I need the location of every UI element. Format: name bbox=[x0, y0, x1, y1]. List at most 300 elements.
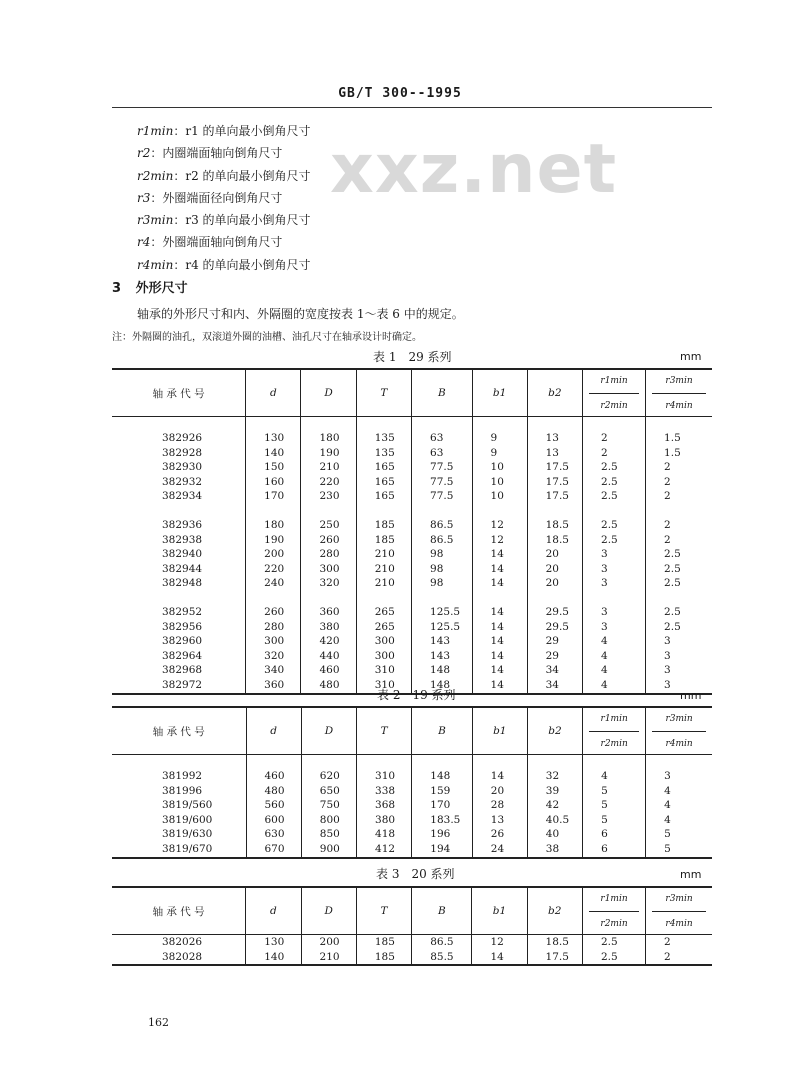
definition-item bbox=[137, 209, 311, 231]
cell-value: 77.5 bbox=[412, 475, 473, 490]
col-r3-r4 bbox=[646, 369, 712, 417]
spacer-cell bbox=[112, 504, 246, 518]
cell-value: 2 bbox=[646, 489, 712, 504]
col-r1-r2 bbox=[582, 887, 645, 935]
cell-value: 6 bbox=[583, 842, 646, 858]
cell-value: 18.5 bbox=[527, 518, 582, 533]
spacer-cell bbox=[527, 591, 582, 605]
table1-caption: 表 1 29 系列 bbox=[373, 350, 452, 364]
cell-value: 900 bbox=[301, 842, 356, 858]
table-row bbox=[112, 663, 712, 678]
table3-unit: mm bbox=[680, 868, 702, 881]
definition-text: ：r4 的单向最小倒角尺寸 bbox=[173, 257, 311, 272]
cell-value: 170 bbox=[412, 798, 472, 813]
spacer-cell bbox=[583, 755, 646, 770]
cell-value: 3 bbox=[583, 562, 646, 577]
cell-value: 5 bbox=[583, 798, 646, 813]
group-spacer bbox=[112, 755, 712, 770]
definition-item bbox=[137, 165, 311, 187]
table-row bbox=[112, 605, 712, 620]
cell-value: 14 bbox=[472, 620, 527, 635]
table-row bbox=[112, 460, 712, 475]
cell-value: 480 bbox=[246, 784, 301, 799]
cell-value: 18.5 bbox=[527, 533, 582, 548]
cell-value: 850 bbox=[301, 827, 356, 842]
col-r_b_top: r3min bbox=[652, 375, 706, 394]
spacer-cell bbox=[356, 504, 411, 518]
cell-value: 200 bbox=[246, 547, 301, 562]
table-row bbox=[112, 533, 712, 548]
table1 bbox=[112, 368, 712, 695]
bearing-code: 382972 bbox=[162, 678, 203, 691]
cell-value: 3 bbox=[583, 547, 646, 562]
cell-value: 3 bbox=[583, 605, 646, 620]
col-r_b_bot: r4min bbox=[665, 918, 693, 929]
cell-value: 6 bbox=[583, 827, 646, 842]
table-row bbox=[112, 431, 712, 446]
body-paragraph: 轴承的外形尺寸和内、外隔圈的宽度按表 1～表 6 中的规定。 bbox=[137, 307, 464, 321]
cell-value: 210 bbox=[356, 576, 411, 591]
cell-value: 40 bbox=[527, 827, 582, 842]
bearing-code: 382952 bbox=[162, 605, 203, 618]
cell-value: 28 bbox=[472, 798, 527, 813]
cell-value: 12 bbox=[472, 518, 527, 533]
definition-item bbox=[137, 142, 311, 164]
bearing-code: 382956 bbox=[162, 620, 203, 633]
cell-value: 250 bbox=[301, 518, 356, 533]
col-r_a_bot: r2min bbox=[600, 738, 628, 749]
cell-value: 165 bbox=[356, 460, 411, 475]
cell-value: 800 bbox=[301, 813, 356, 828]
cell-value: 86.5 bbox=[412, 533, 473, 548]
cell-value: 42 bbox=[527, 798, 582, 813]
bearing-code: 382944 bbox=[162, 562, 203, 575]
spacer-cell bbox=[583, 504, 646, 518]
bearing-code: 382930 bbox=[162, 461, 203, 474]
definition-item bbox=[137, 187, 311, 209]
cell-value: 2 bbox=[646, 950, 712, 966]
col-r3-r4 bbox=[646, 887, 712, 935]
spacer-cell bbox=[472, 504, 527, 518]
page-number: 162 bbox=[148, 1016, 169, 1029]
table-row bbox=[112, 649, 712, 664]
cell-value: 135 bbox=[356, 431, 411, 446]
cell-value: 310 bbox=[357, 769, 412, 784]
cell-value: 1.5 bbox=[646, 431, 712, 446]
cell-value: 130 bbox=[246, 431, 301, 446]
spacer-cell bbox=[583, 417, 646, 432]
cell-value: 600 bbox=[246, 813, 301, 828]
definition-item bbox=[137, 254, 311, 276]
cell-value: 20 bbox=[527, 547, 582, 562]
cell-value: 210 bbox=[356, 547, 411, 562]
cell-value: 4 bbox=[646, 784, 712, 799]
col-r_b_bot: r4min bbox=[665, 738, 693, 749]
definition-item bbox=[137, 231, 311, 253]
cell-value: 18.5 bbox=[527, 935, 582, 950]
cell-value: 310 bbox=[356, 678, 411, 694]
definition-text: ：r2 的单向最小倒角尺寸 bbox=[173, 168, 311, 183]
table-row bbox=[112, 842, 712, 858]
col-r_b_top: r3min bbox=[652, 713, 706, 732]
cell-value: 10 bbox=[472, 475, 527, 490]
cell-value: 143 bbox=[412, 634, 473, 649]
cell-value: 10 bbox=[472, 489, 527, 504]
cell-value: 86.5 bbox=[412, 518, 473, 533]
table-row bbox=[112, 798, 712, 813]
cell-value: 14 bbox=[472, 649, 527, 664]
cell-value: 5 bbox=[646, 842, 712, 858]
cell-value: 280 bbox=[301, 547, 356, 562]
cell-value: 2 bbox=[646, 518, 712, 533]
col-r_a_top: r1min bbox=[589, 893, 639, 912]
bearing-code: 382938 bbox=[162, 533, 203, 546]
table-row bbox=[112, 518, 712, 533]
cell-value: 2.5 bbox=[583, 489, 646, 504]
spacer-cell bbox=[472, 591, 527, 605]
cell-value: 210 bbox=[301, 460, 356, 475]
spacer-cell bbox=[356, 591, 411, 605]
cell-value: 3 bbox=[646, 678, 712, 694]
cell-value: 34 bbox=[527, 663, 582, 678]
note: 注：外隔圈的油孔，双滚道外圈的油槽、油孔尺寸在轴承设计时确定。 bbox=[112, 332, 422, 343]
cell-value: 4 bbox=[646, 798, 712, 813]
spacer-cell bbox=[246, 755, 301, 770]
cell-value: 20 bbox=[527, 576, 582, 591]
cell-value: 3 bbox=[646, 663, 712, 678]
cell-value: 620 bbox=[301, 769, 356, 784]
spacer-cell bbox=[527, 417, 582, 432]
bearing-code: 381992 bbox=[162, 770, 203, 782]
cell-value: 2.5 bbox=[646, 562, 712, 577]
cell-value: 2.5 bbox=[646, 620, 712, 635]
spacer-cell bbox=[112, 417, 246, 432]
cell-value: 38 bbox=[527, 842, 582, 858]
table-row bbox=[112, 620, 712, 635]
cell-value: 210 bbox=[356, 562, 411, 577]
col-r_a_top: r1min bbox=[589, 375, 639, 394]
cell-value: 14 bbox=[472, 562, 527, 577]
cell-value: 338 bbox=[357, 784, 412, 799]
cell-value: 14 bbox=[472, 663, 527, 678]
cell-value: 3 bbox=[583, 576, 646, 591]
cell-value: 2.5 bbox=[646, 605, 712, 620]
cell-value: 29 bbox=[527, 634, 582, 649]
spacer-cell bbox=[527, 504, 582, 518]
col-b1: b1 bbox=[472, 887, 527, 935]
spacer-cell bbox=[472, 417, 527, 432]
cell-value: 14 bbox=[472, 769, 527, 784]
cell-value: 130 bbox=[246, 935, 301, 950]
cell-value: 460 bbox=[246, 769, 301, 784]
bearing-code: 3819/670 bbox=[162, 842, 213, 855]
col-T: T bbox=[356, 369, 411, 417]
cell-value: 196 bbox=[412, 827, 472, 842]
table-row bbox=[112, 547, 712, 562]
table1-header bbox=[112, 369, 712, 417]
cell-value: 2.5 bbox=[582, 935, 645, 950]
cell-value: 300 bbox=[356, 649, 411, 664]
col-r_a_top: r1min bbox=[589, 713, 639, 732]
cell-value: 125.5 bbox=[412, 620, 473, 635]
cell-value: 2 bbox=[646, 935, 712, 950]
definition-text: ：外圈端面轴向倒角尺寸 bbox=[150, 235, 283, 250]
cell-value: 240 bbox=[246, 576, 301, 591]
definition-symbol: r2 bbox=[137, 146, 151, 161]
spacer-cell bbox=[301, 755, 356, 770]
table3 bbox=[112, 886, 712, 966]
header-rule bbox=[112, 107, 712, 108]
col-b2: b2 bbox=[527, 887, 582, 935]
section-number: 3 bbox=[112, 281, 122, 296]
col-r3-r4 bbox=[646, 707, 712, 755]
definition-item bbox=[137, 120, 311, 142]
col-r_a_bot: r2min bbox=[600, 400, 628, 411]
cell-value: 280 bbox=[246, 620, 301, 635]
cell-value: 340 bbox=[246, 663, 301, 678]
definition-symbol: r3min bbox=[137, 213, 174, 228]
cell-value: 125.5 bbox=[412, 605, 473, 620]
cell-value: 2.5 bbox=[582, 950, 645, 966]
cell-value: 630 bbox=[246, 827, 301, 842]
table-row bbox=[112, 950, 712, 966]
cell-value: 148 bbox=[412, 663, 473, 678]
table-row bbox=[112, 784, 712, 799]
cell-value: 180 bbox=[246, 518, 301, 533]
spacer-cell bbox=[412, 417, 473, 432]
cell-value: 34 bbox=[527, 678, 582, 694]
bearing-code: 3819/560 bbox=[162, 799, 213, 812]
spacer-cell bbox=[356, 417, 411, 432]
cell-value: 300 bbox=[356, 634, 411, 649]
cell-value: 265 bbox=[356, 620, 411, 635]
col-D: D bbox=[301, 369, 356, 417]
cell-value: 220 bbox=[246, 562, 301, 577]
cell-value: 2 bbox=[646, 475, 712, 490]
cell-value: 200 bbox=[301, 935, 356, 950]
col-B: B bbox=[412, 707, 472, 755]
spacer-cell bbox=[301, 504, 356, 518]
table3-header bbox=[112, 887, 712, 935]
cell-value: 300 bbox=[301, 562, 356, 577]
col-r_b_top: r3min bbox=[652, 893, 706, 912]
group-spacer bbox=[112, 417, 712, 432]
cell-value: 180 bbox=[301, 431, 356, 446]
cell-value: 368 bbox=[357, 798, 412, 813]
cell-value: 320 bbox=[246, 649, 301, 664]
cell-value: 29.5 bbox=[527, 605, 582, 620]
col-b1: b1 bbox=[472, 369, 527, 417]
cell-value: 165 bbox=[356, 489, 411, 504]
cell-value: 185 bbox=[356, 533, 411, 548]
definition-symbol: r4min bbox=[137, 257, 174, 272]
cell-value: 20 bbox=[527, 562, 582, 577]
col-D: D bbox=[301, 887, 356, 935]
cell-value: 183.5 bbox=[412, 813, 472, 828]
cell-value: 230 bbox=[301, 489, 356, 504]
table-row bbox=[112, 634, 712, 649]
cell-value: 412 bbox=[357, 842, 412, 858]
cell-value: 2.5 bbox=[583, 460, 646, 475]
group-spacer bbox=[112, 591, 712, 605]
section-title: 外形尺寸 bbox=[135, 281, 188, 296]
col-d: d bbox=[246, 707, 301, 755]
spacer-cell bbox=[112, 591, 246, 605]
cell-value: 14 bbox=[472, 950, 527, 966]
cell-value: 14 bbox=[472, 576, 527, 591]
bearing-code: 382968 bbox=[162, 664, 203, 677]
cell-value: 150 bbox=[246, 460, 301, 475]
cell-value: 9 bbox=[472, 446, 527, 461]
definition-symbol: r1min bbox=[137, 124, 174, 138]
col-b2: b2 bbox=[527, 707, 582, 755]
section-heading bbox=[112, 277, 198, 296]
spacer-cell bbox=[646, 591, 712, 605]
cell-value: 3 bbox=[583, 620, 646, 635]
bearing-code: 382948 bbox=[162, 577, 203, 590]
cell-value: 5 bbox=[583, 813, 646, 828]
cell-value: 26 bbox=[472, 827, 527, 842]
cell-value: 380 bbox=[357, 813, 412, 828]
cell-value: 32 bbox=[527, 769, 582, 784]
table2 bbox=[112, 706, 712, 859]
table-row bbox=[112, 489, 712, 504]
col-r1-r2 bbox=[583, 707, 646, 755]
cell-value: 670 bbox=[246, 842, 301, 858]
cell-value: 310 bbox=[356, 663, 411, 678]
table2-caption: 表 2 19 系列 bbox=[377, 688, 456, 702]
cell-value: 17.5 bbox=[527, 950, 582, 966]
cell-value: 2 bbox=[583, 431, 646, 446]
cell-value: 194 bbox=[412, 842, 472, 858]
cell-value: 143 bbox=[412, 649, 473, 664]
col-code: 轴 承 代 号 bbox=[112, 887, 246, 935]
cell-value: 63 bbox=[412, 431, 473, 446]
spacer-cell bbox=[412, 755, 472, 770]
cell-value: 2 bbox=[646, 533, 712, 548]
cell-value: 360 bbox=[301, 605, 356, 620]
spacer-cell bbox=[412, 591, 473, 605]
definition-text: ：r1 的单向最小倒角尺寸 bbox=[173, 124, 311, 138]
cell-value: 460 bbox=[301, 663, 356, 678]
cell-value: 10 bbox=[472, 460, 527, 475]
cell-value: 14 bbox=[472, 547, 527, 562]
spacer-cell bbox=[412, 504, 473, 518]
cell-value: 63 bbox=[412, 446, 473, 461]
table-row bbox=[112, 446, 712, 461]
cell-value: 360 bbox=[246, 678, 301, 694]
cell-value: 5 bbox=[646, 827, 712, 842]
cell-value: 14 bbox=[472, 605, 527, 620]
spacer-cell bbox=[301, 591, 356, 605]
cell-value: 185 bbox=[356, 518, 411, 533]
table-row bbox=[112, 827, 712, 842]
cell-value: 2.5 bbox=[583, 518, 646, 533]
spacer-cell bbox=[246, 591, 301, 605]
table-row bbox=[112, 475, 712, 490]
cell-value: 4 bbox=[583, 678, 646, 694]
bearing-code: 382934 bbox=[162, 490, 203, 503]
cell-value: 17.5 bbox=[527, 460, 582, 475]
cell-value: 2.5 bbox=[646, 547, 712, 562]
cell-value: 13 bbox=[472, 813, 527, 828]
cell-value: 2 bbox=[583, 446, 646, 461]
cell-value: 77.5 bbox=[412, 460, 473, 475]
bearing-code: 382964 bbox=[162, 649, 203, 662]
cell-value: 4 bbox=[583, 634, 646, 649]
spacer-cell bbox=[112, 755, 246, 770]
cell-value: 86.5 bbox=[412, 935, 472, 950]
table2-header bbox=[112, 707, 712, 755]
col-r_a_bot: r2min bbox=[600, 918, 628, 929]
spacer-cell bbox=[246, 417, 301, 432]
cell-value: 159 bbox=[412, 784, 472, 799]
cell-value: 140 bbox=[246, 446, 301, 461]
cell-value: 4 bbox=[583, 663, 646, 678]
cell-value: 480 bbox=[301, 678, 356, 694]
definition-text: ：外圈端面径向倒角尺寸 bbox=[150, 190, 283, 205]
table-row bbox=[112, 769, 712, 784]
definition-text: ：r3 的单向最小倒角尺寸 bbox=[173, 213, 311, 228]
cell-value: 2.5 bbox=[646, 576, 712, 591]
table1-unit: mm bbox=[680, 350, 702, 363]
spacer-cell bbox=[246, 504, 301, 518]
col-d: d bbox=[246, 369, 301, 417]
cell-value: 190 bbox=[246, 533, 301, 548]
cell-value: 3 bbox=[646, 649, 712, 664]
cell-value: 14 bbox=[472, 634, 527, 649]
cell-value: 40.5 bbox=[527, 813, 582, 828]
cell-value: 9 bbox=[472, 431, 527, 446]
cell-value: 260 bbox=[246, 605, 301, 620]
spacer-cell bbox=[646, 417, 712, 432]
definition-symbol: r3 bbox=[137, 190, 151, 205]
table-row bbox=[112, 562, 712, 577]
cell-value: 98 bbox=[412, 562, 473, 577]
cell-value: 300 bbox=[246, 634, 301, 649]
col-B: B bbox=[412, 369, 473, 417]
group-spacer bbox=[112, 504, 712, 518]
table-row bbox=[112, 576, 712, 591]
cell-value: 29.5 bbox=[527, 620, 582, 635]
col-B: B bbox=[412, 887, 472, 935]
cell-value: 420 bbox=[301, 634, 356, 649]
cell-value: 5 bbox=[583, 784, 646, 799]
cell-value: 135 bbox=[356, 446, 411, 461]
cell-value: 220 bbox=[301, 475, 356, 490]
col-r_b_bot: r4min bbox=[665, 400, 693, 411]
col-r1-r2 bbox=[583, 369, 646, 417]
definition-text: ：内圈端面轴向倒角尺寸 bbox=[150, 146, 283, 161]
cell-value: 4 bbox=[583, 649, 646, 664]
spacer-cell bbox=[646, 504, 712, 518]
col-code: 轴 承 代 号 bbox=[112, 707, 246, 755]
bearing-code: 382028 bbox=[162, 950, 203, 963]
spacer-cell bbox=[357, 755, 412, 770]
spacer-cell bbox=[301, 417, 356, 432]
bearing-code: 382026 bbox=[162, 936, 203, 948]
table-row bbox=[112, 813, 712, 828]
cell-value: 4 bbox=[646, 813, 712, 828]
cell-value: 4 bbox=[583, 769, 646, 784]
col-d: d bbox=[246, 887, 301, 935]
definition-symbol: r4 bbox=[137, 235, 151, 250]
cell-value: 12 bbox=[472, 935, 527, 950]
cell-value: 750 bbox=[301, 798, 356, 813]
cell-value: 165 bbox=[356, 475, 411, 490]
definition-symbol: r2min bbox=[137, 168, 174, 183]
cell-value: 320 bbox=[301, 576, 356, 591]
